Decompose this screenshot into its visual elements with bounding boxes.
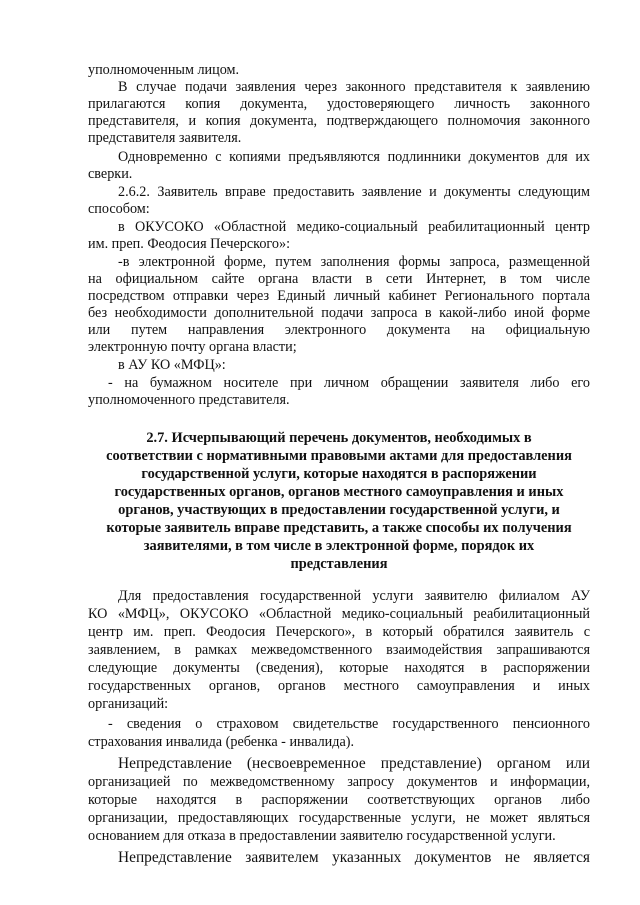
text-line: 2.6.2. Заявитель вправе предоставить заявление и документы следующим bbox=[118, 184, 590, 200]
text-line: Непредставление заявителем указанных документов не является bbox=[118, 849, 590, 866]
text-line: организаций: bbox=[88, 696, 169, 712]
text-line: им. преп. Феодосия Печерского»: bbox=[88, 236, 291, 252]
section-heading-line: органов, участвующих в предоставлении государственной услуги, и bbox=[118, 502, 560, 518]
text-line: сверки. bbox=[88, 166, 133, 182]
text-line: уполномоченным лицом. bbox=[88, 62, 240, 78]
section-heading-line: заявителями, в том числе в электронной форме, порядок их bbox=[143, 538, 535, 554]
text-line: или путем направления электронного документа на официальную bbox=[88, 322, 590, 338]
text-line: электронную почту органа власти; bbox=[88, 339, 297, 355]
text-line: Непредставление (несвоевременное представление) органом или bbox=[118, 755, 590, 772]
text-line: В случае подачи заявления через законного представителя к заявлению bbox=[118, 79, 590, 95]
text-line: основанием для отказа в предоставлении заявителю государственной услуги. bbox=[88, 828, 556, 844]
text-line: способом: bbox=[88, 201, 150, 217]
text-line: прилагаются копия документа, удостоверяющего личность законного bbox=[88, 96, 590, 112]
text-line: без необходимости дополнительной подачи запроса в какой-либо иной форме bbox=[88, 305, 590, 321]
text-line: в АУ КО «МФЦ»: bbox=[118, 357, 226, 373]
text-line: представителя, и копия документа, подтверждающего полномочия законного bbox=[88, 113, 590, 129]
section-heading-line: соответствии с нормативными правовыми актами для предоставления bbox=[106, 448, 572, 464]
text-line: уполномоченного представителя. bbox=[88, 392, 290, 408]
text-line: государственных органов, органов местного самоуправления и иных bbox=[88, 678, 590, 694]
section-heading-line: представления bbox=[290, 556, 388, 572]
text-line: посредством отправки через Единый личный кабинет Регионального портала bbox=[88, 288, 590, 304]
section-heading-line: которые заявитель вправе представить, а также способы их получения bbox=[106, 520, 572, 536]
section-heading-line: государственных органов, органов местного самоуправления и иных bbox=[114, 484, 564, 500]
text-line: представителя заявителя. bbox=[88, 130, 242, 146]
text-line: КО «МФЦ», ОКУСОКО «Областной медико-социальный реабилитационный bbox=[88, 606, 590, 622]
text-line: на официальном сайте органа власти в сети Интернет, в том числе bbox=[88, 271, 590, 287]
text-line: заявлением, в рамках межведомственного взаимодействия запрашиваются bbox=[88, 642, 590, 658]
section-heading-line: государственной услуги, которые находятся в распоряжении bbox=[141, 466, 537, 482]
text-line: в ОКУСОКО «Областной медико-социальный реабилитационный центр bbox=[118, 219, 590, 235]
text-line: -в электронной форме, путем заполнения формы запроса, размещенной bbox=[118, 254, 590, 270]
text-line: - на бумажном носителе при личном обращении заявителя либо его bbox=[108, 375, 590, 391]
text-line: Одновременно с копиями предъявляются подлинники документов для их bbox=[118, 149, 590, 165]
text-line: Для предоставления государственной услуги заявителю филиалом АУ bbox=[118, 588, 590, 604]
text-line: следующие документы (сведения), которые находятся в распоряжении bbox=[88, 660, 590, 676]
text-line: страхования инвалида (ребенка - инвалида). bbox=[88, 734, 355, 750]
text-line: которые находятся в распоряжении соответствующих органов либо bbox=[88, 792, 590, 808]
section-heading-line: 2.7. Исчерпывающий перечень документов, необходимых в bbox=[146, 430, 532, 446]
text-line: организации, предоставляющих государственные услуги, не может являться bbox=[88, 810, 590, 826]
text-line: организацией по межведомственному запросу документов и информации, bbox=[88, 774, 590, 790]
text-line: - сведения о страховом свидетельстве государственного пенсионного bbox=[108, 716, 590, 732]
text-line: центр им. преп. Феодосия Печерского», в который обратился заявитель с bbox=[88, 624, 590, 640]
